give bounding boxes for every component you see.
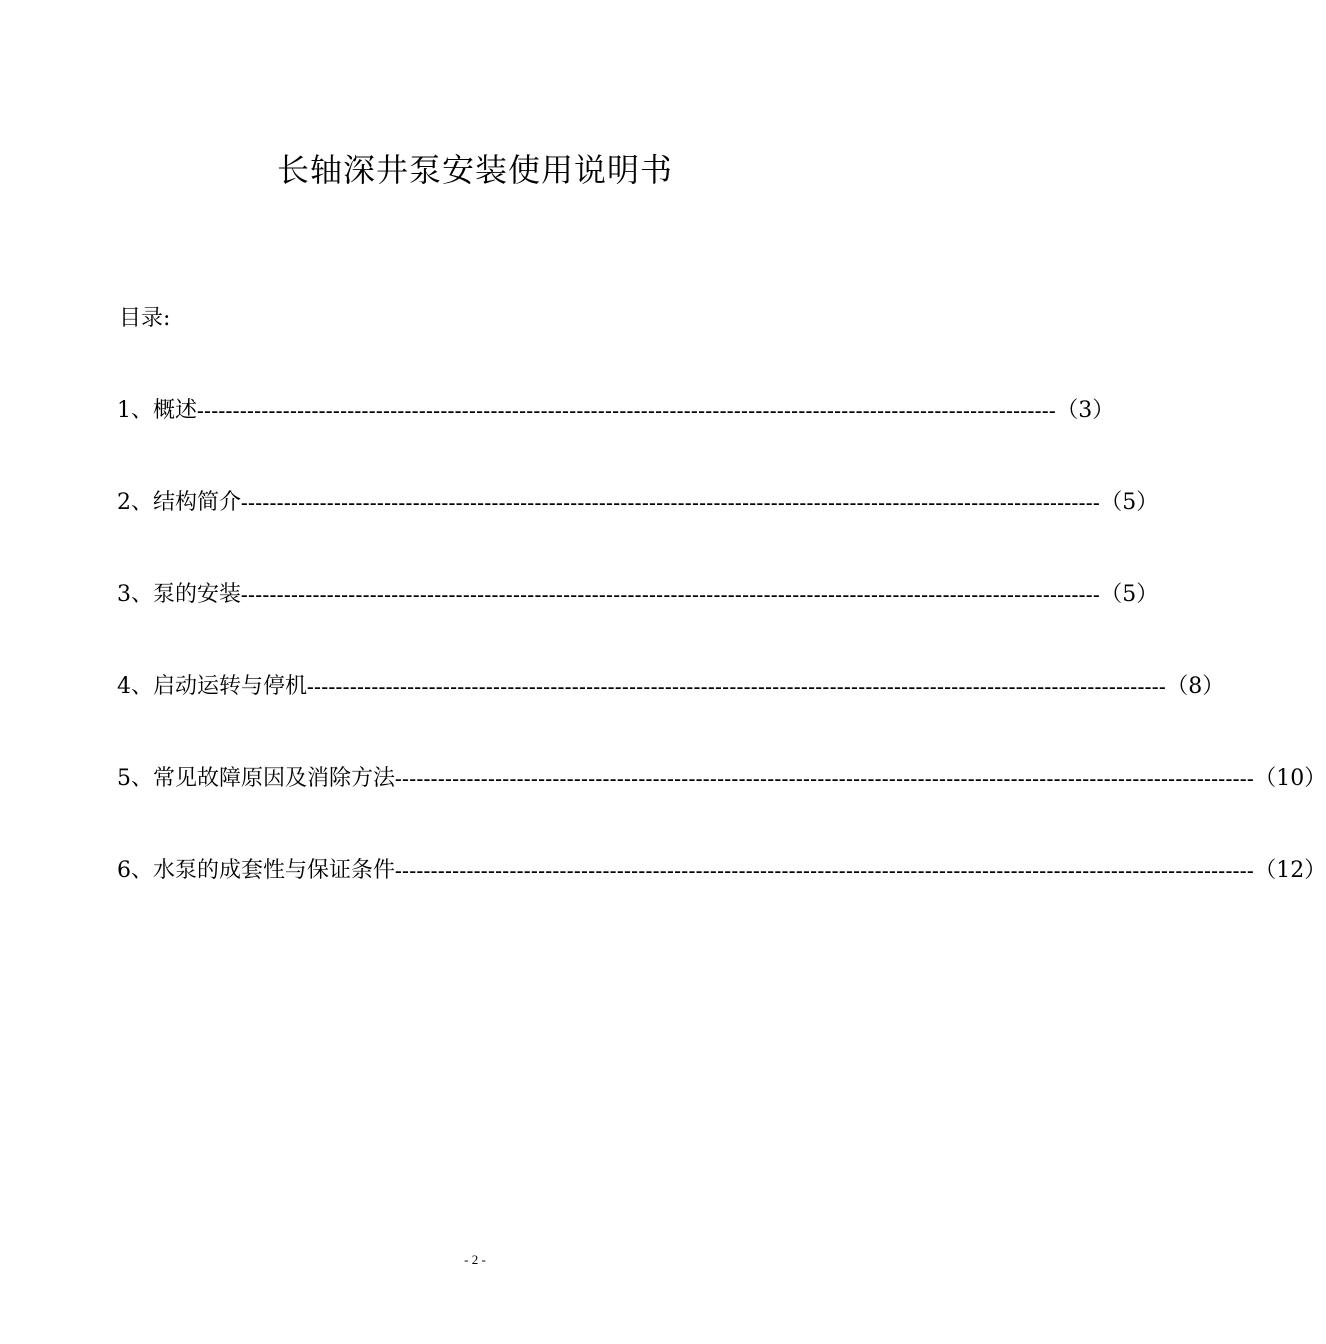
document-title: 长轴深井泵安装使用说明书	[276, 151, 673, 189]
toc-entry-page: （5）	[1100, 490, 1159, 515]
toc-entry-page: （10）	[1254, 766, 1326, 791]
toc-entry-installation[interactable]	[117, 578, 1159, 612]
toc-entry-structure[interactable]	[117, 486, 1159, 520]
toc-entry-page: （3）	[1056, 398, 1115, 423]
toc-dot-leader: ------------------------------------------------------------------------------------------------------------------------	[241, 584, 1101, 606]
toc-heading: 目录:	[119, 306, 171, 331]
toc-entry-label: 5、常见故障原因及消除方法	[117, 766, 395, 791]
toc-entry-label: 4、启动运转与停机	[117, 674, 307, 699]
toc-entry-page: （12）	[1254, 858, 1326, 883]
toc-entry-troubleshooting[interactable]	[117, 762, 1326, 796]
toc-entry-warranty[interactable]	[117, 854, 1326, 888]
toc-entry-page: （5）	[1100, 582, 1159, 607]
toc-entry-label: 1、概述	[117, 398, 197, 423]
toc-dot-leader: ------------------------------------------------------------------------------------------------------------------------	[395, 860, 1255, 882]
toc-dot-leader: ------------------------------------------------------------------------------------------------------------------------	[241, 492, 1101, 514]
toc-entry-label: 2、结构简介	[117, 490, 241, 515]
toc-dot-leader: ------------------------------------------------------------------------------------------------------------------------	[395, 768, 1255, 790]
toc-entry-overview[interactable]	[117, 394, 1115, 428]
table-of-contents	[117, 394, 1326, 946]
toc-entry-operation[interactable]	[117, 670, 1225, 704]
toc-dot-leader: ------------------------------------------------------------------------------------------------------------------------	[197, 400, 1057, 422]
page-number: - 2 -	[464, 1252, 486, 1267]
toc-dot-leader: ------------------------------------------------------------------------------------------------------------------------	[307, 676, 1167, 698]
toc-entry-label: 3、泵的安装	[117, 582, 241, 607]
toc-entry-label: 6、水泵的成套性与保证条件	[117, 858, 395, 883]
toc-entry-page: （8）	[1166, 674, 1225, 699]
